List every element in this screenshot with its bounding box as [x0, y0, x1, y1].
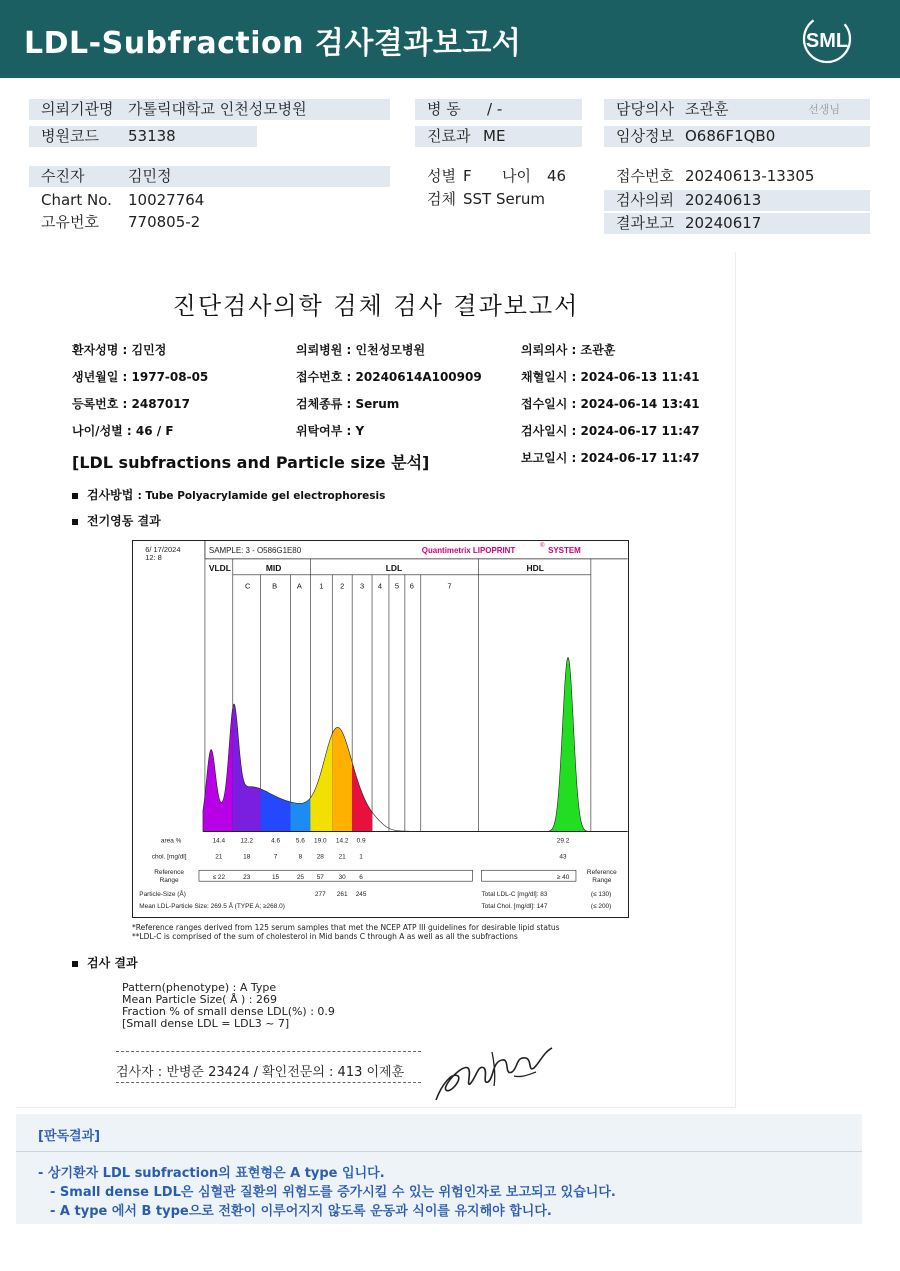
area-value-4: 19.0 [314, 837, 327, 845]
result-label: 검사 결과 [87, 956, 138, 970]
field-value: 20240613-13305 [685, 167, 815, 185]
band-label-1: 1 [319, 581, 324, 591]
footnote-line: *Reference ranges derived from 125 serum samples that met the NCEP ATP III guidelines for desirable lipid status [132, 923, 560, 932]
area-value-5: 14.2 [335, 837, 349, 845]
field-value: 김민정 [128, 167, 172, 185]
row-label-chol: chol. [mg/dl] [151, 853, 187, 861]
bullet-dot [72, 961, 78, 967]
area-value-6: 0.9 [356, 837, 366, 845]
field-value: 10027764 [128, 191, 205, 209]
specimen-field [415, 189, 582, 210]
result-line: Pattern(phenotype) : A Type [122, 981, 277, 994]
institution-field [29, 99, 390, 120]
verdict-header [16, 1114, 862, 1152]
chart-time: 12: 8 [145, 552, 162, 562]
method-bullet [72, 486, 385, 503]
clinical-info-field [604, 126, 870, 147]
row-label-mean: Mean LDL-Particle Size: 269.5 Å (TYPE A; ≥268.0) [139, 903, 285, 911]
row-label-reference: Reference [154, 869, 185, 877]
method-value: : Tube Polyacrylamide gel electrophoresis [137, 490, 386, 502]
field-label: 검체 [427, 190, 456, 208]
report-patient-name: 환자성명 : 김민정 [72, 343, 167, 357]
bullet-dot [72, 493, 78, 499]
ref-header-2: Range [592, 877, 612, 885]
chol-value-1: 18 [243, 853, 251, 861]
report-doctor: 의뢰의사 : 조관훈 [521, 343, 616, 357]
electro-bullet [72, 512, 161, 529]
verdict-line-2: - Small dense LDL은 심혈관 질환의 위험도를 증가시킬 수 있는 위험인자로 보고되고 있습니다. [50, 1185, 616, 1200]
report-registration-no: 등록번호 : 2487017 [72, 397, 190, 411]
band-label-a: A [296, 581, 302, 591]
field-label: 임상정보 [616, 127, 674, 145]
report-birthdate: 생년월일 : 1977-08-05 [72, 370, 209, 384]
group-label-mid: MID [265, 562, 282, 573]
result-line: Mean Particle Size( Å ) : 269 [122, 993, 277, 1006]
field-value: O686F1QB0 [685, 127, 776, 145]
report-hospital: 의뢰병원 : 인천성모병원 [296, 343, 426, 357]
hospital-code-field [29, 126, 257, 147]
reference-value-1: 23 [243, 874, 251, 882]
particle-value-1: 261 [336, 891, 348, 899]
band-label-b: B [272, 581, 278, 591]
chart-brand-r: ® [540, 542, 545, 549]
chart-table [139, 837, 617, 910]
report-receipt-no: 접수번호 : 20240614A100909 [296, 370, 482, 384]
reference-value-3: 25 [296, 874, 305, 882]
method-label: 검사방법 [87, 488, 134, 502]
total-ldl-ref: (≤ 130) [590, 891, 612, 899]
band-label-c: C [245, 581, 251, 591]
sex-field [415, 166, 490, 187]
group-label-ldl: LDL [385, 562, 403, 573]
report-specimen-type: 검체종류 : Serum [296, 397, 400, 411]
field-value: ME [483, 127, 506, 145]
result-line: [Small dense LDL = LDL3 ~ 7] [122, 1017, 290, 1030]
verdict-panel [16, 1114, 862, 1224]
chart-footnotes [132, 923, 560, 941]
field-label: Chart No. [41, 191, 112, 209]
lab-report-document [16, 252, 736, 1108]
chart-brand: Quantimetrix LIPOPRINT [421, 545, 516, 555]
group-label-hdl: HDL [526, 562, 544, 573]
report-age-sex: 나이/성별 : 46 / F [72, 424, 174, 438]
chol-value-5: 21 [338, 853, 346, 861]
sign-divider-bottom [116, 1082, 421, 1083]
reference-value-2: 15 [271, 874, 280, 882]
chol-value-4: 28 [316, 853, 324, 861]
age-field [490, 166, 582, 187]
result-bullet [72, 954, 138, 971]
field-label: 병 동 [427, 100, 461, 118]
verdict-line-1: - 상기환자 LDL subfraction의 표현형은 A type 입니다. [38, 1166, 385, 1181]
ref-header-1: Reference [586, 869, 617, 877]
footnote-line: **LDL-C is comprised of the sum of cholesterol in Mid bands C through A as well as all the subfractions [132, 932, 518, 941]
reference-value-6: 6 [359, 874, 363, 882]
field-label: 병원코드 [41, 127, 99, 145]
sml-logo [800, 12, 854, 66]
peak-hdl [546, 657, 589, 831]
field-value: / - [487, 100, 503, 118]
band-label-7: 7 [447, 581, 452, 591]
result-line: Fraction % of small dense LDL(%) : 0.9 [122, 1005, 335, 1018]
particle-value-2: 245 [355, 891, 367, 899]
doctor-field [604, 99, 870, 120]
peak-ldl-1 [310, 734, 332, 832]
field-label: 검사의뢰 [616, 191, 674, 209]
field-label: 수진자 [41, 167, 85, 185]
report-date-field [604, 213, 870, 234]
peak-ldl-2 [332, 727, 352, 831]
field-value: 20240613 [685, 191, 762, 209]
result-lines [122, 982, 335, 1030]
peak-mid-b [261, 789, 291, 832]
row-label-particle: Particle-Size (Å) [139, 891, 186, 899]
band-label-2: 2 [340, 581, 345, 591]
electro-label: 전기영동 결과 [87, 514, 161, 528]
lipoprint-chart [132, 540, 629, 918]
request-date-field [604, 190, 870, 211]
row-label-area: area % [160, 837, 182, 845]
field-value: 770805-2 [128, 213, 201, 231]
reference-value-4: 57 [316, 874, 324, 882]
receipt-no-field [604, 166, 870, 187]
report-subtitle: [LDL subfractions and Particle size 분석] [72, 453, 430, 472]
report-title: 진단검사의학 검체 검사 결과보고서 [172, 292, 580, 320]
particle-value-0: 277 [314, 891, 326, 899]
total-ldl: Total LDL-C [mg/dl]: 83 [481, 891, 548, 899]
group-label-vldl: VLDL [208, 562, 231, 573]
unique-no-field [29, 212, 390, 233]
field-label: 나이 [502, 167, 531, 185]
field-label: 담당의사 [616, 100, 674, 118]
total-chol: Total Chol. [mg/dl]: 147 [481, 903, 548, 911]
report-test-time: 검사일시 : 2024-06-17 11:47 [521, 424, 700, 438]
field-value: F [463, 167, 472, 185]
page-title: LDL-Subfraction 검사결과보고서 [24, 26, 522, 61]
band-label-5: 5 [394, 581, 399, 591]
bullet-dot [72, 519, 78, 525]
field-label: 의뢰기관명 [41, 100, 114, 118]
total-chol-ref: (≤ 200) [590, 903, 612, 911]
reference-value-0: ≤ 22 [212, 874, 226, 882]
verdict-line-3: - A type 에서 B type으로 전환이 이루어지지 않도록 운동과 식이를 유지해야 합니다. [50, 1204, 552, 1219]
field-label: 고유번호 [41, 213, 99, 231]
field-value: 가톨릭대학교 인천성모병원 [128, 100, 307, 118]
chol-value-3: 8 [298, 853, 303, 861]
band-label-4: 4 [377, 581, 383, 591]
chol-value-7: 43 [559, 853, 567, 861]
chart-brand-suffix: SYSTEM [548, 545, 581, 555]
chol-value-6: 1 [359, 853, 363, 861]
band-label-3: 3 [360, 581, 365, 591]
report-consignment: 위탁여부 : Y [296, 424, 365, 438]
area-value-7: 29.2 [556, 837, 570, 845]
sign-divider-top [116, 1051, 421, 1052]
field-label: 접수번호 [616, 167, 674, 185]
field-value: 46 [547, 167, 567, 185]
field-label: 성별 [427, 167, 456, 185]
area-value-3: 5.6 [295, 837, 305, 845]
row-label-range: Range [159, 877, 179, 885]
verdict-title: [판독결과] [38, 1129, 101, 1144]
logo-text: SML [805, 30, 849, 52]
field-value: 53138 [128, 127, 176, 145]
signature-image [432, 1042, 556, 1104]
ward-field [415, 99, 582, 120]
peak-group [203, 657, 591, 831]
chart-no-field [29, 190, 390, 211]
field-value: SST Serum [463, 190, 546, 208]
chol-value-0: 21 [215, 853, 223, 861]
page-header [0, 0, 900, 78]
reference-value-5: 30 [338, 874, 346, 882]
doctor-suffix: 선생님 [808, 103, 840, 116]
report-report-time: 보고일시 : 2024-06-17 11:47 [521, 451, 700, 465]
field-value: 20240617 [685, 214, 762, 232]
reference-value-7: ≥ 40 [556, 874, 570, 882]
chart-date: 6/ 17/2024 [145, 544, 181, 554]
area-value-2: 4.6 [271, 837, 281, 845]
field-label: 결과보고 [616, 214, 674, 232]
department-field [415, 126, 582, 147]
field-value: 조관훈 [685, 100, 729, 118]
area-value-0: 14.4 [212, 837, 226, 845]
chol-value-2: 7 [273, 853, 278, 861]
field-label: 진료과 [427, 127, 471, 145]
report-collection-time: 채혈일시 : 2024-06-13 11:41 [521, 370, 700, 384]
report-receipt-time: 접수일시 : 2024-06-14 13:41 [521, 397, 700, 411]
chart-sample: SAMPLE: 3 - O586G1E80 [208, 545, 302, 555]
band-label-6: 6 [409, 581, 414, 591]
signer-line: 검사자 : 반병준 23424 / 확인전문의 : 413 이제훈 [116, 1065, 405, 1080]
patient-field [29, 166, 390, 187]
area-value-1: 12.2 [240, 837, 253, 845]
reference-box-left [199, 870, 473, 881]
